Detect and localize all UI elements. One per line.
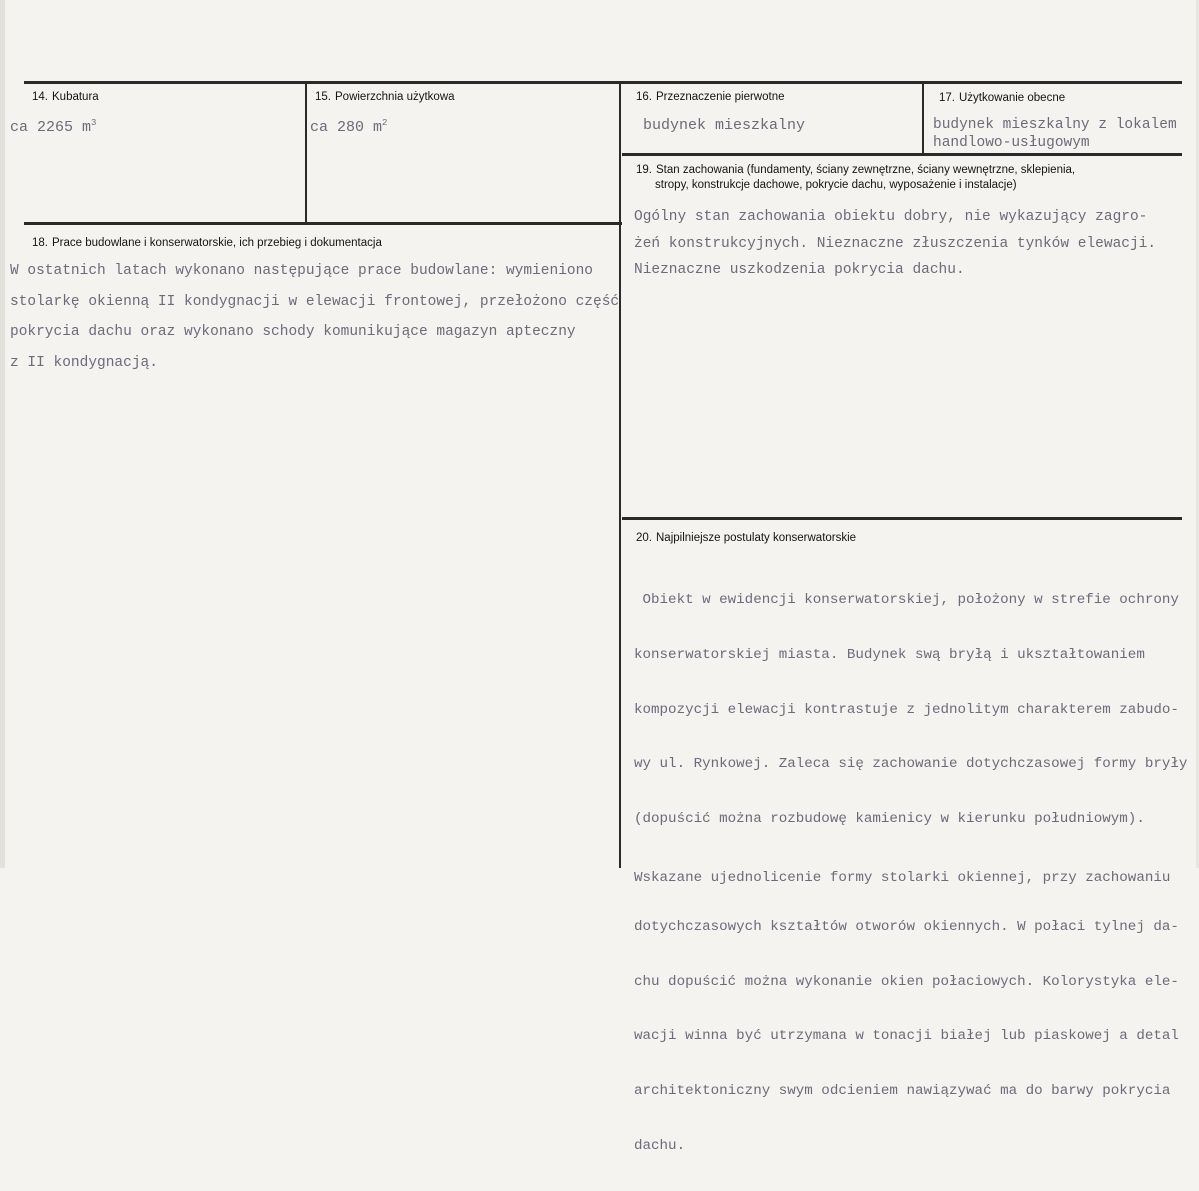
field-15-value	[310, 118, 387, 136]
field-18-line: z II kondygnacją.	[10, 354, 158, 371]
top-rule	[24, 81, 1182, 84]
field-19-line: żeń konstrukcyjnych. Nieznaczne złuszczenia tynków elewacji.	[634, 235, 1157, 252]
field-20-label	[636, 531, 856, 545]
field-17-number: 17.	[939, 92, 955, 104]
field-18-line: pokrycia dachu oraz wykonano schody komunikujące magazyn apteczny	[10, 324, 576, 340]
field-17-line: budynek mieszkalny z lokalem	[933, 117, 1177, 133]
field-20-line: dachu.	[634, 1137, 686, 1154]
field-20-line: Wskazane ujednolicenie formy stolarki okiennej, przy zachowaniu	[634, 870, 1171, 887]
field-19-line: Ogólny stan zachowania obiektu dobry, nie wykazujący zagro-	[634, 209, 1148, 225]
field-18-line: W ostatnich latach wykonano następujące prace budowlane: wymieniono	[10, 263, 593, 279]
rule-under-16-17	[622, 153, 1182, 156]
field-20-line: (dopuścić można rozbudowę kamienicy w kierunku południowym).	[634, 810, 1145, 827]
field-16-value-text: budynek mieszkalny	[643, 117, 806, 134]
field-19-line: Nieznaczne uszkodzenia pokrycia dachu.	[634, 262, 965, 278]
field-15-label	[315, 90, 455, 104]
field-19-label-line-2: stropy, konstrukcje dachowe, pokrycie dachu, wyposażenie i instalacje)	[655, 179, 1017, 191]
field-18-value	[10, 256, 619, 378]
divider-16-17	[922, 81, 924, 155]
field-16-title: Przeznaczenie pierwotne	[656, 91, 785, 103]
field-20-title: Najpilniejsze postulaty konserwatorskie	[656, 532, 857, 544]
field-19-title: Stan zachowania (fundamenty, ściany zewnętrzne, ściany wewnętrzne, sklepienia,	[656, 164, 1076, 176]
field-16-label	[636, 90, 785, 104]
divider-center	[619, 81, 621, 868]
field-15-number: 15.	[315, 91, 331, 103]
rule-above-18	[24, 222, 622, 225]
field-14-value	[10, 118, 96, 136]
field-20-line: wy ul. Rynkowej. Zaleca się zachowanie dotychczasowej formy bryły	[634, 756, 1188, 773]
field-18-number: 18.	[32, 237, 48, 249]
field-14-title: Kubatura	[52, 91, 99, 103]
field-14-label	[32, 90, 99, 104]
field-16-value	[643, 117, 805, 134]
rule-above-20	[622, 517, 1182, 520]
field-16-number: 16.	[636, 91, 652, 103]
field-20-number: 20.	[636, 532, 652, 544]
field-19-value	[634, 204, 1156, 284]
scan-edge-left	[0, 0, 5, 868]
field-20-line: Obiekt w ewidencji konserwatorskiej, położony w strefie ochrony	[634, 592, 1179, 609]
field-17-value	[933, 116, 1177, 152]
field-20-line: konserwatorskiej miasta. Budynek swą bryłą i ukształtowaniem	[634, 647, 1145, 664]
field-20-line: architektoniczny swym odcieniem nawiązywać ma do barwy pokrycia	[634, 1082, 1171, 1099]
field-14-value-text: ca 2265 m	[10, 119, 92, 136]
field-19-label-line-1	[636, 163, 1075, 178]
field-20-line: dotychczasowych kształtów otworów okiennych. W połaci tylnej da-	[634, 919, 1179, 936]
field-15-value-text: ca 280 m	[310, 119, 383, 136]
field-17-title: Użytkowanie obecne	[959, 92, 1066, 104]
field-18-line: stolarkę okienną II kondygnacji w elewacji frontowej, przełożono część	[10, 293, 620, 310]
field-15-value-exponent: 2	[382, 118, 388, 128]
field-18-title: Prace budowlane i konserwatorskie, ich przebieg i dokumentacja	[52, 237, 382, 249]
field-17-line: handlowo-usługowym	[933, 135, 1090, 151]
field-18-label	[32, 236, 382, 250]
field-19-number: 19.	[636, 164, 652, 176]
field-20-line: chu dopuścić można wykonanie okien połaciowych. Kolorystyka ele-	[634, 973, 1179, 990]
divider-14-15	[305, 81, 307, 223]
field-20-line: wacji winna być utrzymana w tonacji białej lub piaskowej a detal	[634, 1028, 1179, 1045]
field-20-line: kompozycji elewacji kontrastuje z jednolitym charakterem zabudo-	[634, 701, 1179, 718]
field-15-title: Powierzchnia użytkowa	[335, 91, 455, 103]
field-14-number: 14.	[32, 91, 48, 103]
field-19-label	[636, 163, 1075, 193]
field-14-value-exponent: 3	[91, 118, 97, 128]
field-17-label	[939, 91, 1065, 105]
field-20-value	[634, 555, 1187, 1191]
